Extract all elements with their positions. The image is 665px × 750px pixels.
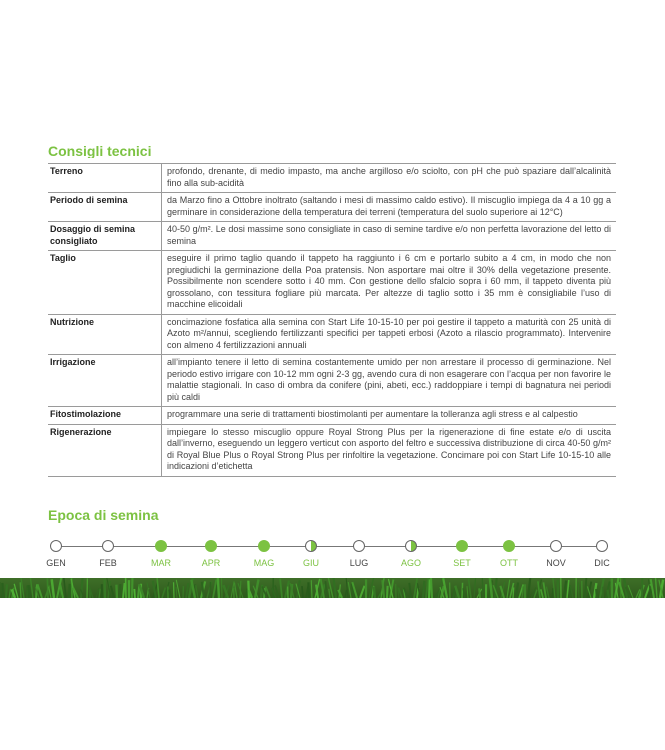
month-lug <box>339 540 379 568</box>
month-apr <box>191 540 231 568</box>
grass-blade <box>6 584 7 598</box>
grass-blade <box>585 578 586 598</box>
row-description: eseguire il primo taglio quando il tappeto ha raggiunto i 6 cm e portarlo subito a 4 cm, in modo che non pregiudichi la germinazione della Poa pratensis. Non asportare mai oltre il 30% della vegetazione presente. Possibilmente non scendere sotto i 40 mm. Con gestione dello sfalcio sopra i 60 mm, il tappeto diventa più grossolano, con tessitura fogliare più marcata. Per altezze di taglio sotto i 35 mm è consigliabile l’uso di macchine elicoidali <box>162 251 617 315</box>
table-row <box>48 222 616 251</box>
grass-blade <box>234 583 237 598</box>
table-row <box>48 193 616 222</box>
grass-blade <box>218 578 219 598</box>
grass-blade <box>346 578 348 598</box>
month-indicator-icon <box>405 540 417 552</box>
month-mar <box>141 540 181 568</box>
row-label: Fitostimolazione <box>48 407 162 425</box>
row-label: Irrigazione <box>48 355 162 407</box>
row-label: Periodo di semina <box>48 193 162 222</box>
grass-blade <box>426 578 428 598</box>
grass-blade <box>409 583 411 598</box>
month-ott <box>489 540 529 568</box>
grass-blade <box>280 579 282 598</box>
grass-blade <box>607 590 609 598</box>
grass-blade <box>29 585 30 598</box>
grass-blade <box>374 587 375 598</box>
grass-blade <box>479 588 480 598</box>
grass-blade <box>431 578 432 598</box>
row-description: all’impianto tenere il letto di semina costantemente umido per non arrestare il processo di germinazione. Nel periodo estivo irrigare con 10-12 mm ogni 2-3 gg, avendo cura di non esagerare con l’acqua per non favorire le malattie stagionali. In caso di ombra da conifere (pini, abeti, ecc.) raddoppiare i tempi di bagnatura nei periodi più caldi <box>162 355 617 407</box>
grass-blade <box>69 584 70 598</box>
grass-blade <box>302 586 303 598</box>
grass-blade <box>423 581 424 598</box>
month-indicator-icon <box>305 540 317 552</box>
row-label: Taglio <box>48 251 162 315</box>
grass-blade <box>615 578 619 598</box>
month-indicator-icon <box>596 540 608 552</box>
sowing-timeline <box>48 540 616 580</box>
grass-blade <box>248 581 249 598</box>
grass-blade <box>123 583 125 598</box>
grass-blade <box>651 579 654 598</box>
grass-blade <box>311 580 312 598</box>
grass-blade <box>246 589 247 598</box>
grass-blade <box>169 590 171 598</box>
table-row <box>48 314 616 355</box>
grass-blade <box>468 578 471 598</box>
grass-blade <box>216 585 217 598</box>
grass-blade <box>2 583 3 598</box>
grass-blade <box>221 578 222 598</box>
month-label: DIC <box>594 558 610 568</box>
grass-blade <box>99 589 100 598</box>
month-giu <box>291 540 331 568</box>
grass-blade <box>567 580 569 598</box>
month-indicator-icon <box>258 540 270 552</box>
grass-blade <box>210 582 211 598</box>
grass-blade <box>64 578 66 598</box>
grass-blade <box>345 590 347 598</box>
row-description: da Marzo fino a Ottobre inoltrato (saltando i mesi di massimo caldo estivo). Il miscuglio impiega da 4 a 10 gg a germinare in considerazione della temperatura dei terreni (temperatura del suolo superiore ai 12°C) <box>162 193 617 222</box>
grass-blade <box>467 586 468 598</box>
grass-blade <box>196 585 198 598</box>
grass-blade <box>186 583 188 598</box>
month-label: SET <box>453 558 471 568</box>
grass-blade <box>516 582 518 598</box>
grass-blade <box>9 589 11 598</box>
grass-blade <box>308 582 309 598</box>
grass-blade <box>463 588 465 598</box>
month-indicator-icon <box>353 540 365 552</box>
grass-blade <box>111 586 114 598</box>
row-label: Dosaggio di semina consigliato <box>48 222 162 251</box>
grass-blade <box>656 578 657 598</box>
row-label: Nutrizione <box>48 314 162 355</box>
grass-blade <box>596 589 597 598</box>
month-indicator-icon <box>102 540 114 552</box>
row-label: Terreno <box>48 164 162 193</box>
grass-blade <box>387 586 388 598</box>
grass-blade <box>52 579 54 598</box>
month-label: LUG <box>349 558 369 568</box>
grass-blade <box>564 581 566 598</box>
row-description: profondo, drenante, di medio impasto, ma anche argilloso e/o sciolto, con pH che può spaziare dall’alcalinità fino alla sub-acidità <box>162 164 617 193</box>
grass-blade <box>328 578 333 598</box>
section-title: Consigli tecnici <box>48 143 152 158</box>
table-row <box>48 164 616 193</box>
month-indicator-icon <box>456 540 468 552</box>
sowing-period-title: Epoca di semina <box>48 507 159 523</box>
grass-blade <box>543 582 546 598</box>
technical-advice-table <box>48 163 616 477</box>
month-indicator-icon <box>155 540 167 552</box>
month-label: NOV <box>546 558 566 568</box>
row-label: Rigenerazione <box>48 424 162 476</box>
grass-blade <box>453 588 455 598</box>
month-indicator-icon <box>550 540 562 552</box>
grass-blade <box>513 587 514 598</box>
grass-blade <box>619 582 624 598</box>
grass-blade <box>176 587 177 598</box>
month-dic <box>582 540 622 568</box>
month-nov <box>536 540 576 568</box>
month-label: MAR <box>151 558 171 568</box>
table-row <box>48 251 616 315</box>
month-label: MAG <box>253 558 275 568</box>
grass-blade <box>47 578 48 598</box>
month-label: APR <box>201 558 221 568</box>
table-row <box>48 407 616 425</box>
grass-blade <box>382 580 384 598</box>
row-description: concimazione fosfatica alla semina con Start Life 10-15-10 per poi gestire il tappeto a maturità con 25 unità di Azoto m²/annui, scegliendo fertilizzanti specifici per tappeti erbosi (Azoto a rilascio programmato). Intervenire con almeno 4 fertilizzazioni annuali <box>162 314 617 355</box>
grass-blade <box>482 578 483 598</box>
grass-blade <box>462 583 463 598</box>
row-description: programmare una serie di trattamenti biostimolanti per aumentare la tolleranza agli stress e al calpestio <box>162 407 617 425</box>
grass-blade <box>134 589 135 598</box>
table-row <box>48 355 616 407</box>
grass-blade <box>546 587 549 598</box>
month-label: GIU <box>302 558 319 568</box>
grass-blade <box>329 589 330 598</box>
month-mag <box>244 540 284 568</box>
grass-blade <box>578 582 579 598</box>
grass-blade <box>348 582 351 598</box>
grass-blade <box>528 578 530 598</box>
row-description: 40-50 g/m². Le dosi massime sono consigliate in caso di semine tardive e/o non perfetta lavorazione del letto di semina <box>162 222 617 251</box>
grass-banner <box>0 578 665 598</box>
month-indicator-icon <box>205 540 217 552</box>
grass-blade <box>49 587 51 598</box>
month-label: FEB <box>99 558 117 568</box>
row-description: impiegare lo stesso miscuglio oppure Royal Strong Plus per la rigenerazione di fine estate e/o di uscita dall’inverno, eseguendo un leggero verticut con asporto del feltro e successiva distribuzione di circa 40-50 g/m² di Royal Blue Plus o Royal Strong Plus per rinfoltire la vegetazione. Concimare poi con Start Life 10-15-10 alle indicazioni d’etichetta <box>162 424 617 476</box>
grass-blade <box>96 588 99 598</box>
table-row <box>48 424 616 476</box>
month-gen <box>36 540 76 568</box>
grass-blade <box>20 582 21 598</box>
month-indicator-icon <box>503 540 515 552</box>
month-feb <box>88 540 128 568</box>
month-ago <box>391 540 431 568</box>
grass-blade <box>333 578 336 598</box>
grass-blade <box>552 588 553 598</box>
grass-blade <box>429 579 430 598</box>
grass-blade <box>541 589 543 598</box>
grass-blade <box>157 578 159 598</box>
month-label: AGO <box>400 558 421 568</box>
grass-blade <box>325 581 327 598</box>
grass-blade <box>507 580 510 598</box>
grass-blade <box>474 578 476 598</box>
grass-blade <box>116 585 117 598</box>
month-indicator-icon <box>50 540 62 552</box>
month-set <box>442 540 482 568</box>
month-label: OTT <box>500 558 518 568</box>
month-label: GEN <box>46 558 66 568</box>
